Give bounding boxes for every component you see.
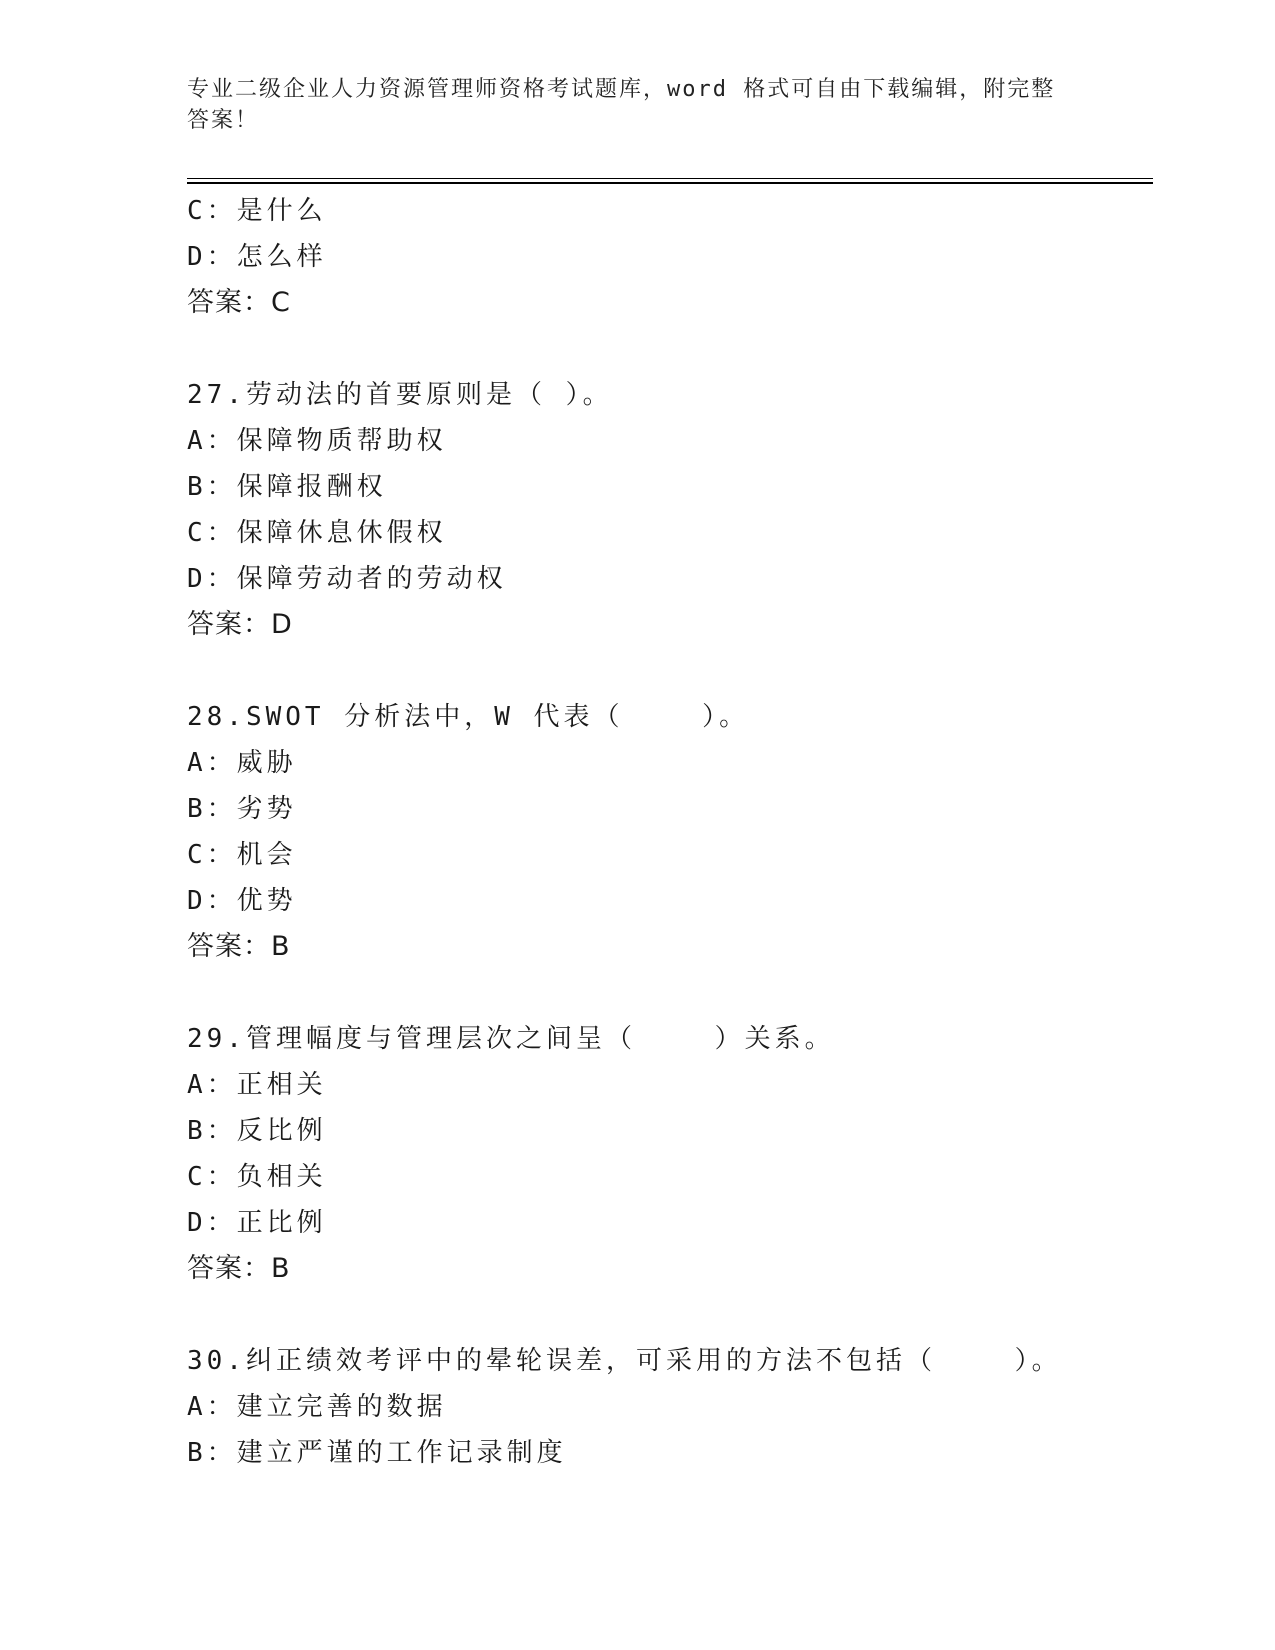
option-c: C：机会	[187, 840, 297, 870]
option-b: B：建立严谨的工作记录制度	[187, 1438, 567, 1468]
option-c: C：是什么	[187, 196, 327, 226]
spacer	[187, 970, 1153, 1016]
option-c: C：负相关	[187, 1162, 327, 1192]
option-b: B：保障报酬权	[187, 472, 387, 502]
header-divider-thin	[187, 178, 1153, 179]
option-d: D：优势	[187, 886, 297, 916]
header-line-2: 答案！	[187, 108, 260, 133]
spacer	[187, 648, 1153, 694]
question-list	[187, 188, 1153, 1476]
question-stem: 28.SWOT 分析法中，W 代表（ ）。	[187, 702, 750, 732]
document-header	[187, 74, 1067, 136]
option-d: D：正比例	[187, 1208, 327, 1238]
answer-line: 答案：C	[187, 287, 291, 318]
option-b: B：劣势	[187, 794, 297, 824]
spacer	[187, 1292, 1153, 1338]
option-d: D：保障劳动者的劳动权	[187, 564, 507, 594]
spacer	[187, 326, 1153, 372]
option-c: C：保障休息休假权	[187, 518, 447, 548]
header-line-1: 专业二级企业人力资源管理师资格考试题库，word 格式可自由下载编辑，附完整	[187, 77, 1056, 102]
question-stem: 30.纠正绩效考评中的晕轮误差，可采用的方法不包括（ ）。	[187, 1346, 1062, 1376]
answer-line: 答案：B	[187, 1253, 291, 1284]
question-stem: 29.管理幅度与管理层次之间呈（ ）关系。	[187, 1024, 835, 1054]
option-d: D：怎么样	[187, 242, 327, 272]
answer-line: 答案：B	[187, 931, 291, 962]
answer-line: 答案：D	[187, 609, 293, 640]
question-stem: 27.劳动法的首要原则是（ ）。	[187, 380, 613, 410]
option-a: A：建立完善的数据	[187, 1392, 447, 1422]
option-a: A：保障物质帮助权	[187, 426, 447, 456]
option-a: A：正相关	[187, 1070, 327, 1100]
header-divider-thick	[187, 182, 1153, 184]
option-b: B：反比例	[187, 1116, 327, 1146]
option-a: A：威胁	[187, 748, 297, 778]
